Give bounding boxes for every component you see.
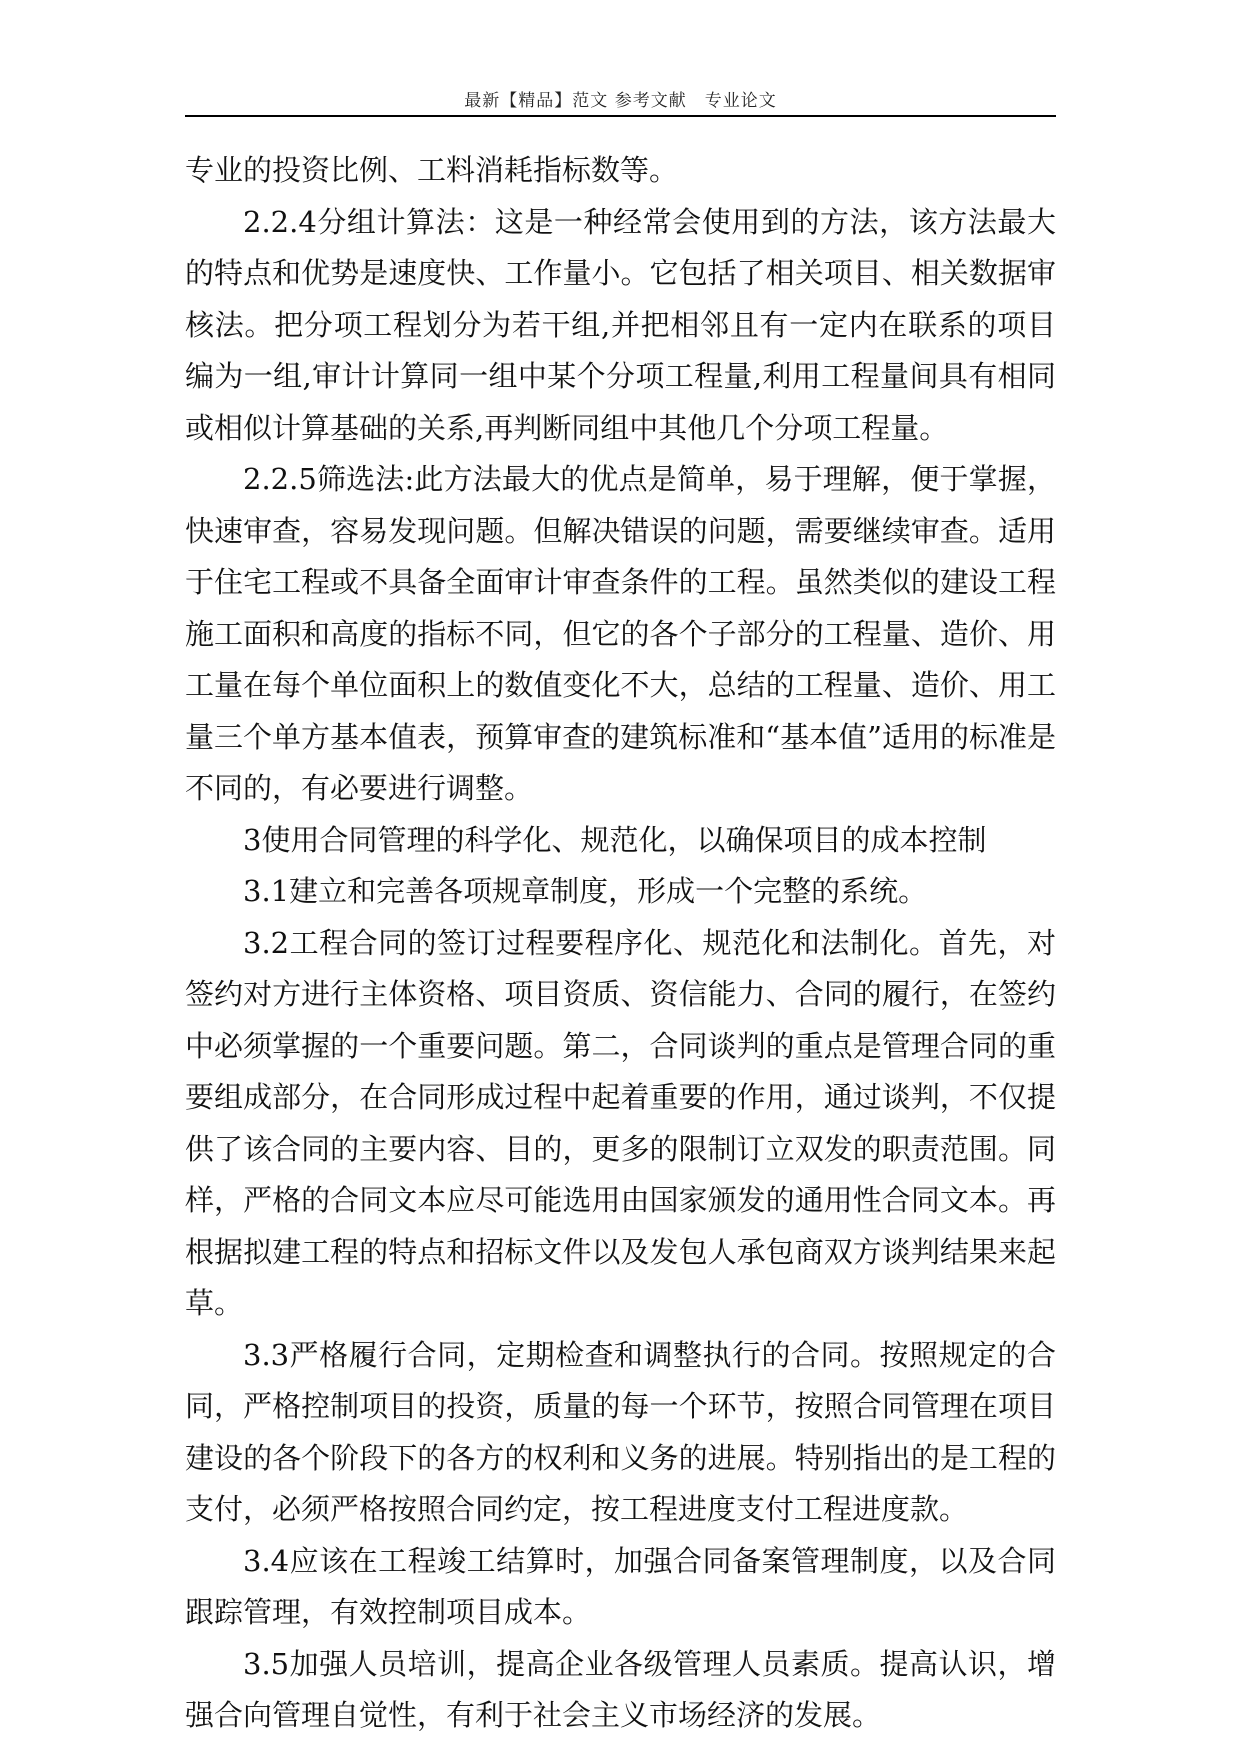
paragraph-3-3: 3.3严格履行合同，定期检查和调整执行的合同。按照规定的合同，严格控制项目的投资，质量的每一个环节，按照合同管理在项目建设的各个阶段下的各方的权利和义务的进展。特别指出的是工程的支付，必须严格按照合同约定，按工程进度支付工程进度款。 <box>185 1337 1056 1526</box>
paragraph-3-1: 3.1建立和完善各项规章制度，形成一个完整的系统。 <box>243 874 928 908</box>
header-divider <box>185 115 1056 117</box>
paragraph-2-2-5: 2.2.5筛选法:此方法最大的优点是简单，易于理解，便于掌握，快速审查，容易发现问题。但解决错误的问题，需要继续审查。适用于住宅工程或不具备全面审计审查条件的工程。虽然类似的建设工程施工面积和高度的指标不同，但它的各个子部分的工程量、造价、用工量在每个单位面积上的数值变化不大，总结的工程量、造价、用工量三个单方基本值表，预算审查的建筑标准和“基本值”适用的标准是不同的，有必要进行调整。 <box>185 462 1056 805</box>
paragraph-2-2-4: 2.2.4分组计算法：这是一种经常会使用到的方法，该方法最大的特点和优势是速度快、工作量小。它包括了相关项目、相关数据审核法。把分项工程划分为若干组,并把相邻且有一定内在联系的项目编为一组,审计计算同一组中某个分项工程量,利用工程量间具有相同或相似计算基础的关系,再判断同组中其他几个分项工程量。 <box>185 204 1056 445</box>
section-heading-3: 3使用合同管理的科学化、规范化，以确保项目的成本控制 <box>243 822 987 857</box>
paragraph-3-2: 3.2工程合同的签订过程要程序化、规范化和法制化。首先，对签约对方进行主体资格、项目资质、资信能力、合同的履行，在签约中必须掌握的一个重要问题。第二，合同谈判的重点是管理合同的重要组成部分，在合同形成过程中起着重要的作用，通过谈判，不仅提供了该合同的主要内容、目的，更多的限制订立双发的职责范围。同样，严格的合同文本应尽可能选用由国家颁发的通用性合同文本。再根据拟建工程的特点和招标文件以及发包人承包商双方谈判结果来起草。 <box>185 925 1056 1320</box>
paragraph-3-5: 3.5加强人员培训，提高企业各级管理人员素质。提高认识，增强合向管理自觉性，有利于社会主义市场经济的发展。 <box>185 1646 1056 1732</box>
paragraph-continuation: 专业的投资比例、工料消耗指标数等。 <box>185 153 679 187</box>
page-header: 最新【精品】范文 参考文献 专业论文 <box>464 91 777 111</box>
paragraph-3-4: 3.4应该在工程竣工结算时，加强合同备案管理制度，以及合同跟踪管理，有效控制项目成本。 <box>185 1543 1056 1629</box>
document-body <box>185 145 1056 1742</box>
